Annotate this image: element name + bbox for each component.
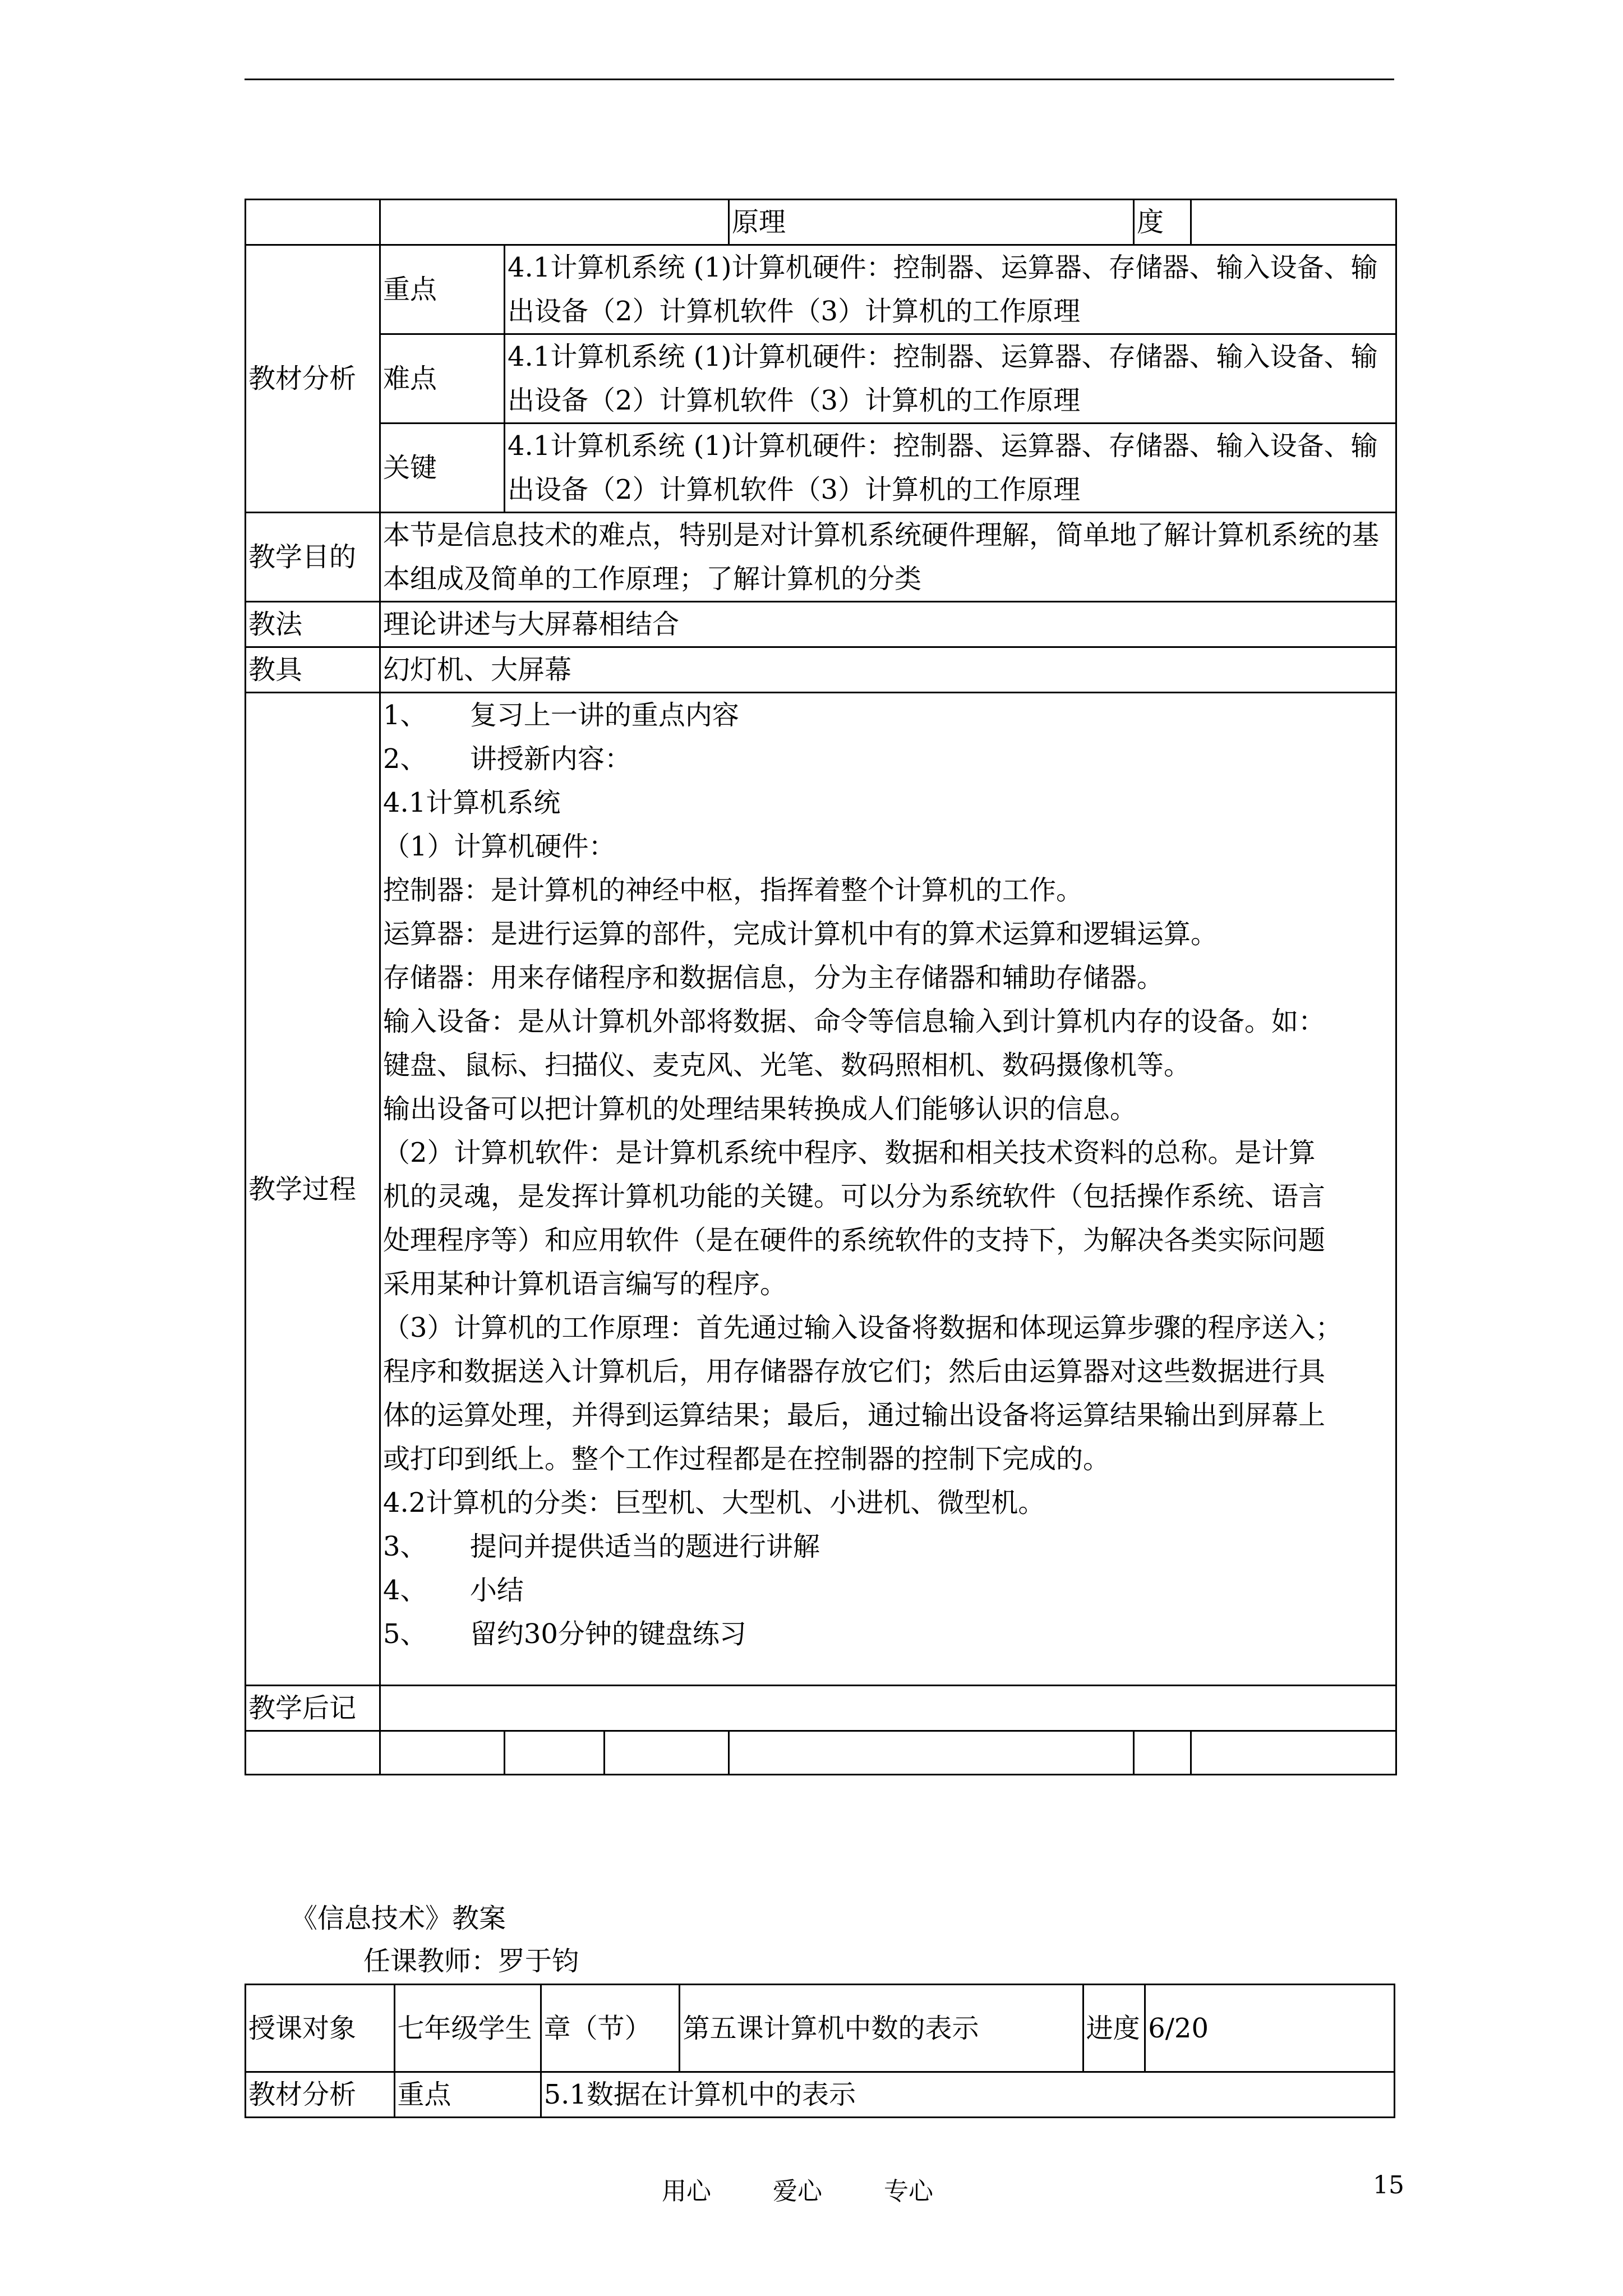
process-label: 教学过程 <box>246 693 380 1686</box>
table-row <box>246 334 1396 424</box>
goal-label: 教学目的 <box>246 513 380 602</box>
materials-label-2: 教材分析 <box>246 2072 395 2118</box>
table-row <box>246 1985 1395 2072</box>
materials-label: 教材分析 <box>246 245 380 513</box>
progress-label: 进度 <box>1083 1985 1145 2072</box>
process-line: （3）计算机的工作原理：首先通过输入设备将数据和体现运算步骤的程序送入； <box>383 1312 1343 1343</box>
process-line: 机的灵魂，是发挥计算机功能的关键。可以分为系统软件（包括操作系统、语言 <box>383 1181 1326 1212</box>
top-cell-principle: 原理 <box>729 200 1134 245</box>
table-row <box>246 200 1396 245</box>
crucial-label: 关键 <box>380 424 505 513</box>
chapter-value: 第五课计算机中数的表示 <box>680 1985 1083 2072</box>
table-row <box>246 245 1396 334</box>
process-cell <box>380 693 1396 1686</box>
process-line: 或打印到纸上。整个工作过程都是在控制器的控制下完成的。 <box>383 1443 1110 1475</box>
process-line: 处理程序等）和应用软件（是在硬件的系统软件的支持下，为解决各类实际问题 <box>383 1225 1326 1256</box>
process-line: 3、 提问并提供适当的题进行讲解 <box>383 1531 820 1562</box>
footer-motto-2: 爱心 <box>773 2177 822 2206</box>
method-text: 理论讲述与大屏幕相结合 <box>380 602 1396 647</box>
table-row <box>246 693 1396 1686</box>
header-rule <box>245 79 1394 80</box>
process-line: 输入设备：是从计算机外部将数据、命令等信息输入到计算机内存的设备。如： <box>383 1006 1326 1037</box>
progress-value: 6/20 <box>1145 1985 1395 2072</box>
process-line: 4.2计算机的分类：巨型机、大型机、小进机、微型机。 <box>383 1487 1045 1519</box>
key-label: 重点 <box>380 245 505 334</box>
table-row <box>246 513 1396 602</box>
teacher-line: 任课教师：罗于钧 <box>363 1945 579 1977</box>
goal-text: 本节是信息技术的难点，特别是对计算机系统硬件理解，简单地了解计算机系统的基本组成及简单的工作原理；了解计算机的分类 <box>380 513 1396 602</box>
lesson-table-1 <box>245 199 1397 1775</box>
process-line: 程序和数据送入计算机后，用存储器存放它们；然后由运算器对这些数据进行具 <box>383 1356 1326 1387</box>
process-line: 体的运算处理，并得到运算结果；最后，通过输出设备将运算结果输出到屏幕上 <box>383 1400 1326 1431</box>
table-row <box>246 602 1396 647</box>
tools-text: 幻灯机、大屏幕 <box>380 647 1396 693</box>
crucial-text: 4.1计算机系统 (1)计算机硬件：控制器、运算器、存储器、输入设备、输出设备（2）计算机软件（3）计算机的工作原理 <box>505 424 1396 513</box>
process-line: （2）计算机软件：是计算机系统中程序、数据和相关技术资料的总称。是计算 <box>383 1137 1316 1168</box>
process-line: 采用某种计算机语言编写的程序。 <box>383 1268 787 1300</box>
key-text-2: 5.1数据在计算机中的表示 <box>541 2072 1394 2118</box>
process-line: 4.1计算机系统 <box>383 787 561 818</box>
footer-motto-3: 专心 <box>884 2177 933 2206</box>
process-line: 控制器：是计算机的神经中枢，指挥着整个计算机的工作。 <box>383 875 1083 906</box>
target-value: 七年级学生 <box>394 1985 541 2072</box>
after-label: 教学后记 <box>246 1686 380 1731</box>
process-line: 5、 留约30分钟的键盘练习 <box>383 1618 746 1650</box>
process-line: （1）计算机硬件： <box>383 831 616 862</box>
key-text: 4.1计算机系统 (1)计算机硬件：控制器、运算器、存储器、输入设备、输出设备（2）计算机软件（3）计算机的工作原理 <box>505 245 1396 334</box>
top-cell-degree: 度 <box>1134 200 1191 245</box>
process-line: 2、 讲授新内容： <box>383 743 631 775</box>
chapter-label: 章（节） <box>541 1985 680 2072</box>
target-label: 授课对象 <box>246 1985 395 2072</box>
difficult-label: 难点 <box>380 334 505 424</box>
process-line: 4、 小结 <box>383 1575 524 1606</box>
lesson-table-2 <box>245 1984 1395 2118</box>
table-row <box>246 647 1396 693</box>
footer-motto-1: 用心 <box>662 2177 711 2206</box>
key-label-2: 重点 <box>394 2072 541 2118</box>
tools-label: 教具 <box>246 647 380 693</box>
process-line: 输出设备可以把计算机的处理结果转换成人们能够认识的信息。 <box>383 1093 1137 1125</box>
process-line: 1、 复习上一讲的重点内容 <box>383 700 739 731</box>
document-title: 《信息技术》教案 <box>291 1903 506 1934</box>
process-line: 存储器：用来存储程序和数据信息，分为主存储器和辅助存储器。 <box>383 962 1164 993</box>
process-line: 键盘、鼠标、扫描仪、麦克风、光笔、数码照相机、数码摄像机等。 <box>383 1050 1191 1081</box>
table-row <box>246 1731 1396 1775</box>
difficult-text: 4.1计算机系统 (1)计算机硬件：控制器、运算器、存储器、输入设备、输出设备（2）计算机软件（3）计算机的工作原理 <box>505 334 1396 424</box>
method-label: 教法 <box>246 602 380 647</box>
table-row <box>246 1686 1396 1731</box>
process-line: 运算器：是进行运算的部件，完成计算机中有的算术运算和逻辑运算。 <box>383 918 1218 950</box>
page-number: 15 <box>1373 2171 1404 2200</box>
table-row <box>246 424 1396 513</box>
table-row <box>246 2072 1395 2118</box>
